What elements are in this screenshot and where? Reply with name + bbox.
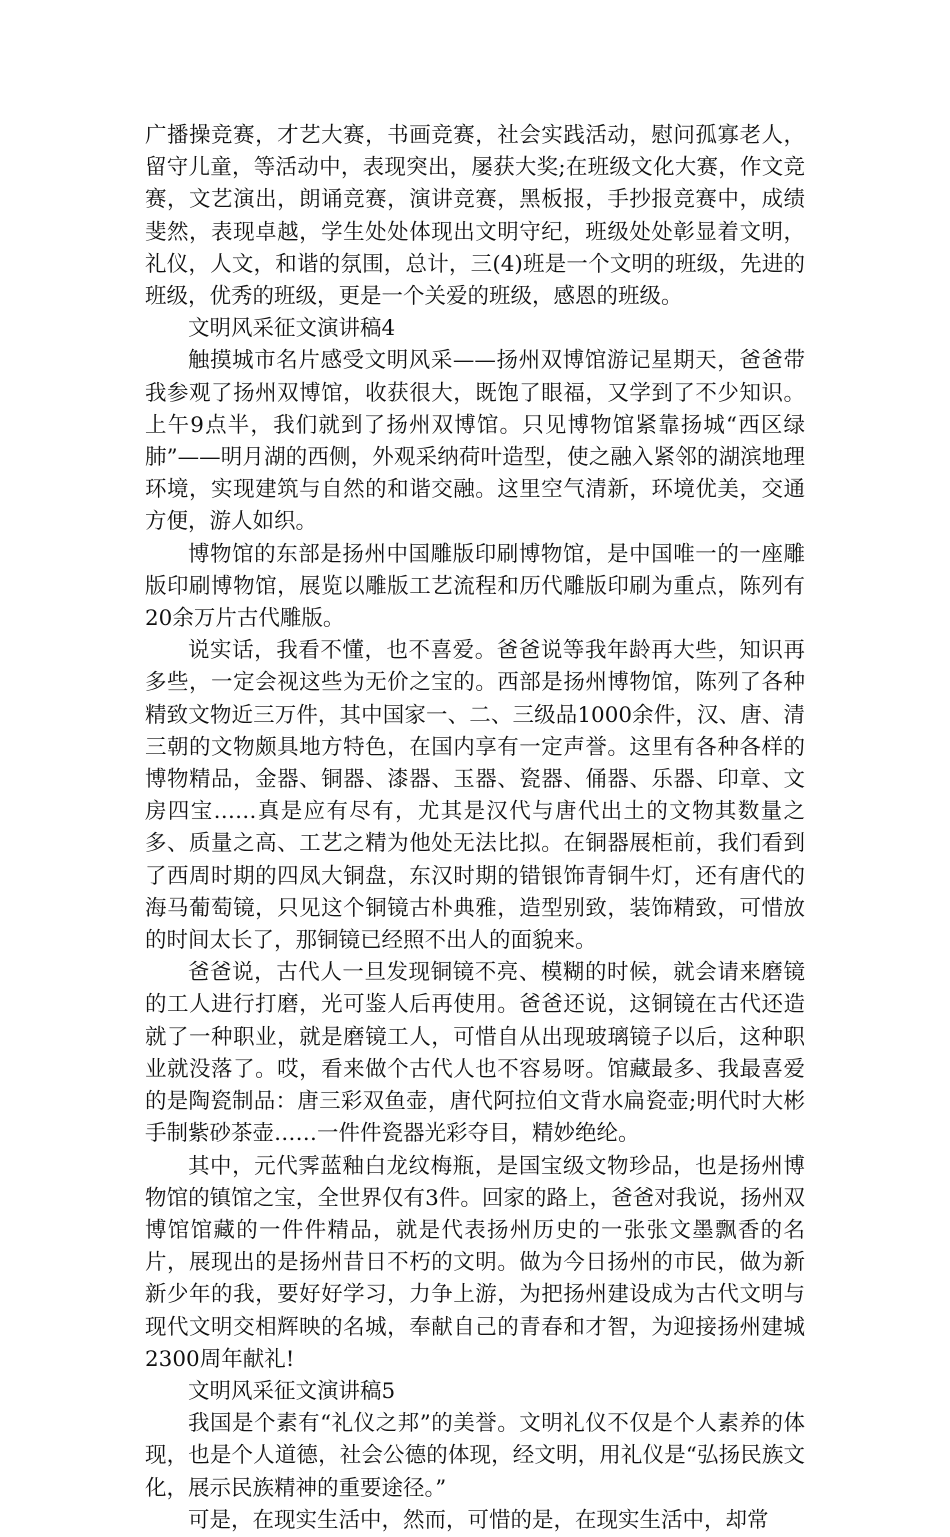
paragraph-5: 爸爸说，古代人一旦发现铜镜不亮、模糊的时候，就会请来磨镜的工人进行打磨，光可鉴人后再使用。爸爸还说，这铜镜在古代还造就了一种职业，就是磨镜工人，可惜自从出现玻璃镜子以后，这种职业就没落了。哎，看来做个古代人也不容易呀。馆藏最多、我最喜爱的是陶瓷制品：唐三彩双鱼壶，唐代阿拉伯文背水扁瓷壶;明代时大彬手制紫砂茶壶……一件件瓷器光彩夺目，精妙绝纶。 bbox=[145, 960, 805, 1147]
paragraph-6: 其中，元代霁蓝釉白龙纹梅瓶，是国宝级文物珍品，也是扬州博物馆的镇馆之宝，全世界仅有3件。回家的路上，爸爸对我说，扬州双博馆馆藏的一件件精品，就是代表扬州历史的一张张文墨飘香的名片，展现出的是扬州昔日不朽的文明。做为今日扬州的市民，做为新新少年的我，要好好学习，力争上游，为把扬州建设成为古代文明与现代文明交相辉映的名城，奉献自己的青春和才智，为迎接扬州建城2300周年献礼! bbox=[145, 1153, 805, 1372]
section-heading-4: 文明风采征文演讲稿4 bbox=[188, 316, 396, 342]
paragraph-8: 可是，在现实生活中，然而，可惜的是，在现实生活中，却常 bbox=[188, 1507, 769, 1533]
document-body bbox=[145, 120, 805, 1537]
paragraph-2: 触摸城市名片感受文明风采——扬州双博馆游记星期天，爸爸带我参观了扬州双博馆，收获很大，既饱了眼福，又学到了不少知识。上午9点半，我们就到了扬州双博馆。只见博物馆紧靠扬城“西区绿肺”——明月湖的西侧，外观采纳荷叶造型，使之融入紧邻的湖滨地理环境，实现建筑与自然的和谐交融。这里空气清新，环境优美，交通方便，游人如织。 bbox=[145, 348, 805, 535]
paragraph-4: 说实话，我看不懂，也不喜爱。爸爸说等我年龄再大些，知识再多些，一定会视这些为无价之宝的。西部是扬州博物馆，陈列了各种精致文物近三万件，其中国家一、二、三级品1000余件，汉、唐、清三朝的文物颇具地方特色，在国内享有一定声誉。这里有各种各样的博物精品，金器、铜器、漆器、玉器、瓷器、俑器、乐器、印章、文房四宝……真是应有尽有，尤其是汉代与唐代出土的文物其数量之多、质量之高、工艺之精为他处无法比拟。在铜器展柜前，我们看到了西周时期的四凤大铜盘，东汉时期的错银饰青铜牛灯，还有唐代的海马葡萄镜，只见这个铜镜古朴典雅，造型别致，装饰精致，可惜放的时间太长了，那铜镜已经照不出人的面貌来。 bbox=[145, 638, 805, 954]
paragraph-1: 广播操竞赛，才艺大赛，书画竞赛，社会实践活动，慰问孤寡老人，留守儿童，等活动中，表现突出，屡获大奖;在班级文化大赛，作文竞赛，文艺演出，朗诵竞赛，演讲竞赛，黑板报，手抄报竞赛中，成绩斐然，表现卓越，学生处处体现出文明守纪，班级处处彰显着文明，礼仪，人文，和谐的氛围，总计，三(4)班是一个文明的班级，先进的班级，优秀的班级，更是一个关爱的班级，感恩的班级。 bbox=[145, 123, 805, 310]
paragraph-7: 我国是个素有“礼仪之邦”的美誉。文明礼仪不仅是个人素养的体现，也是个人道德，社会公德的体现，经文明，用礼仪是“弘扬民族文化，展示民族精神的重要途径。” bbox=[145, 1411, 805, 1501]
section-heading-5: 文明风采征文演讲稿5 bbox=[188, 1378, 396, 1404]
paragraph-3: 博物馆的东部是扬州中国雕版印刷博物馆，是中国唯一的一座雕版印刷博物馆，展览以雕版工艺流程和历代雕版印刷为重点，陈列有20余万片古代雕版。 bbox=[145, 541, 805, 632]
